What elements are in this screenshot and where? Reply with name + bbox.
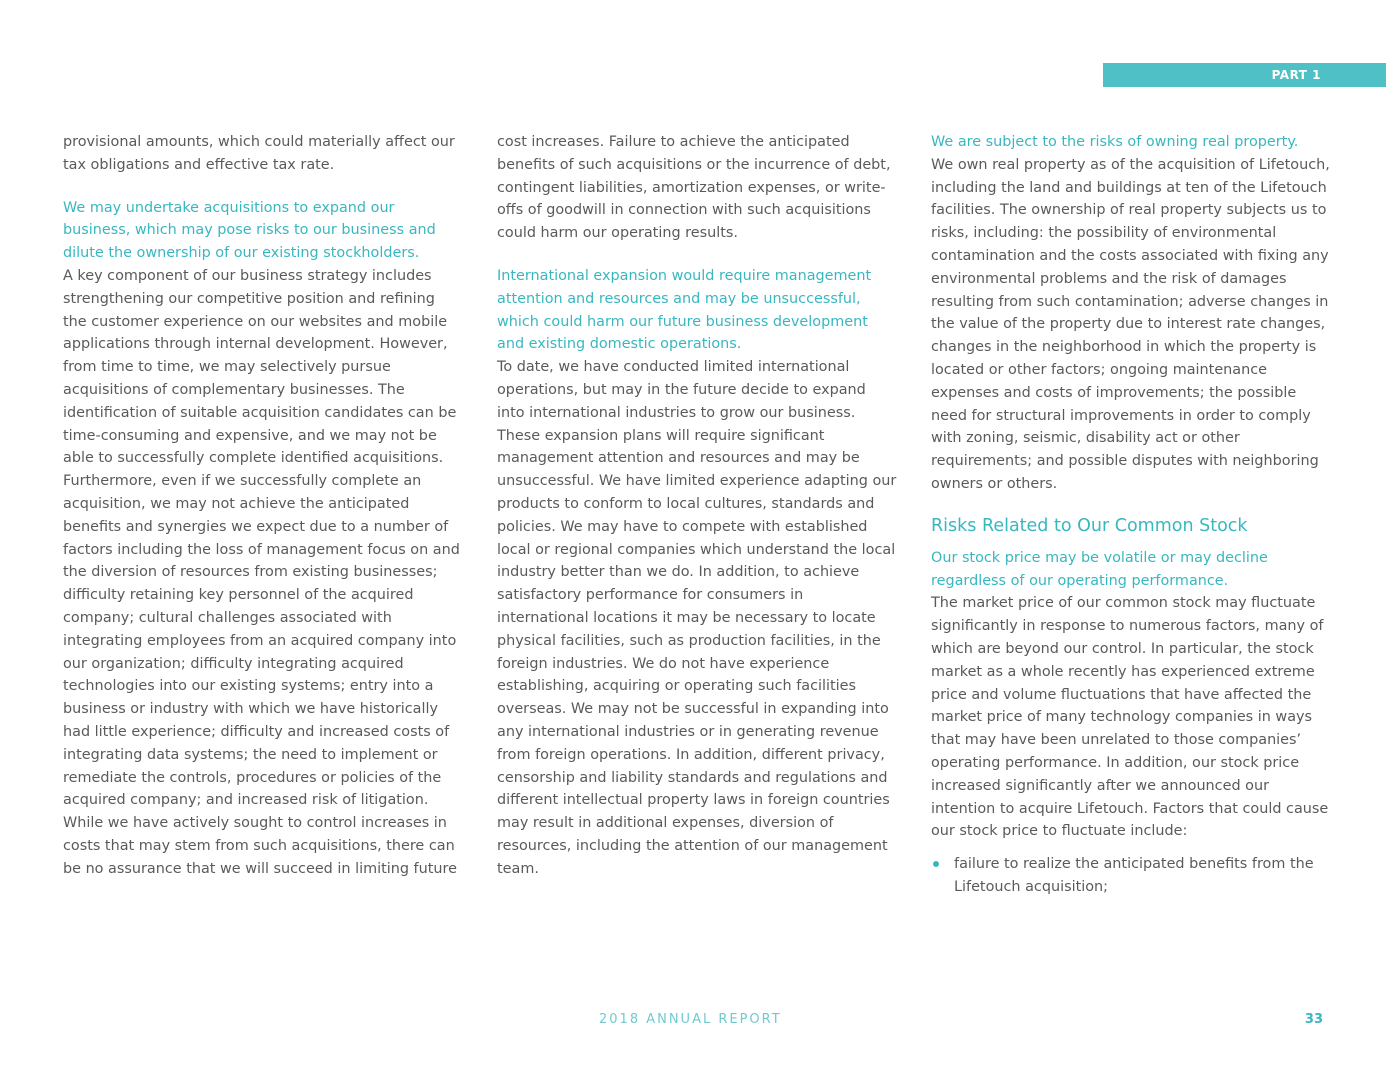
bullet-list-stock-factors: [931, 853, 1331, 899]
subheading-acquisitions: We may undertake acquisitions to expand our business, which may pose risks to our business and dilute the ownership of our existing stockholders.: [63, 199, 436, 262]
footer-report-title: 2018 ANNUAL REPORT: [599, 1012, 782, 1027]
paragraph-tax-continuation: provisional amounts, which could materially affect our tax obligations and effective tax rate.: [63, 134, 455, 173]
paragraph-real-property: We own real property as of the acquisition of Lifetouch, including the land and buildings at ten of the Lifetouch facilities. The ownership of real property subjects us to risks, including: the possibility of environmental contamination and the costs associated with fixing any environmental problems and the risk of damages resulting from such contamination; adverse changes in the value of the property due to interest rate changes, changes in the neighborhood in which the property is located or other factors; ongoing maintenance expenses and costs of improvements; the possible need for structural improvements in order to comply with zoning, seismic, disability act or other requirements; and possible disputes with neighboring owners or others.: [931, 156, 1330, 492]
paragraph-acquisitions: A key component of our business strategy includes strengthening our competitive position and refining the customer experience on our websites and mobile applications through internal development. However, from time to time, we may selectively pursue acquisitions of complementary businesses. The identification of suitable acquisition candidates can be time-consuming and expensive, and we may not be able to successfully complete identified acquisitions. Furthermore, even if we successfully complete an acquisition, we may not achieve the anticipated benefits and synergies we expect due to a number of factors including the loss of management focus on and the diversion of resources from existing businesses; difficulty retaining key personnel of the acquired company; cultural challenges associated with integrating employees from an acquired company into our organization; difficulty integrating acquired technologies into our existing systems; entry into a business or industry with which we have historically had little experience; difficulty and increased costs of integrating data systems; the need to implement or remediate the controls, procedures or policies of the acquired company; and increased risk of litigation. While we have actively sought to control increases in costs that may stem from such acquisitions, there can be no assurance that we will succeed in limiting future: [63, 267, 460, 877]
subheading-real-property: We are subject to the risks of owning real property.: [931, 134, 1299, 150]
subheading-international-expansion: International expansion would require management attention and resources and may be unsuccessful, which could harm our future business development and existing domestic operations.: [497, 267, 872, 353]
paragraph-stock-volatility: The market price of our common stock may fluctuate significantly in response to numerous factors, many of which are beyond our control. In particular, the stock market as a whole recently has experienced extreme price and volume fluctuations that have affected the market price of many technology companies in ways that may have been unrelated to those companies’ operating performance. In addition, our stock price increased significantly after we announced our intention to acquire Lifetouch. Factors that could cause our stock price to fluctuate include:: [931, 595, 1329, 840]
page-number: 33: [1304, 1012, 1323, 1027]
paragraph-international-expansion: To date, we have conducted limited international operations, but may in the future decide to expand into international industries to grow our business. These expansion plans will require significant management attention and resources and may be unsuccessful. We have limited experience adapting our products to conform to local cultures, standards and policies. We may have to compete with established local or regional companies which understand the local industry better than we do. In addition, to achieve satisfactory performance for consumers in international locations it may be necessary to locate physical facilities, such as production facilities, in the foreign industries. We do not have experience establishing, acquiring or operating such facilities overseas. We may not be successful in expanding into any international industries or in generating revenue from foreign operations. In addition, different privacy, censorship and liability standards and regulations and different intellectual property laws in foreign countries may result in additional expenses, diversion of resources, including the attention of our management team.: [497, 359, 897, 877]
column-left: [63, 131, 463, 881]
part-label: PART 1: [1271, 68, 1321, 82]
subheading-stock-volatility: Our stock price may be volatile or may decline regardless of our operating performance.: [931, 549, 1268, 589]
part-header-band: [1103, 63, 1386, 87]
column-right: [931, 131, 1331, 899]
section-title-common-stock: Risks Related to Our Common Stock: [931, 515, 1248, 536]
column-middle: [497, 131, 897, 881]
bullet-item: failure to realize the anticipated benefits from the Lifetouch acquisition;: [931, 853, 1331, 899]
paragraph-acquisitions-continuation: cost increases. Failure to achieve the anticipated benefits of such acquisitions or the incurrence of debt, contingent liabilities, amortization expenses, or write-offs of goodwill in connection with such acquisitions could harm our operating results.: [497, 134, 891, 242]
